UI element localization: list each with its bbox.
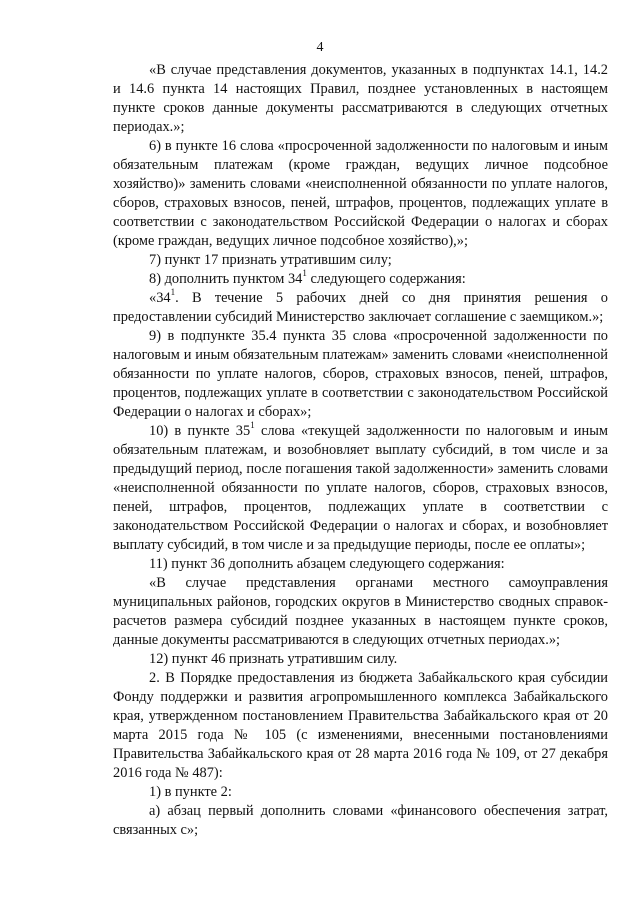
document-text [113,61,608,840]
paragraph [113,251,608,270]
paragraph [113,783,608,802]
paragraph [113,574,608,650]
paragraph-text: 8) дополнить пунктом 34 [149,271,303,287]
paragraph [113,650,608,669]
superscript: 1 [302,268,307,279]
paragraph [113,137,608,251]
paragraph-text: следующего содержания: [306,271,466,287]
paragraph-text: 11) пункт 36 дополнить абзацем следующего содержания: [149,556,505,572]
paragraph-text: 12) пункт 46 признать утратившим силу. [149,651,398,667]
paragraph [113,802,608,840]
paragraph-text: 7) пункт 17 признать утратившим силу; [149,252,392,268]
paragraph-text: «В случае представления документов, указанных в подпунктах 14.1, 14.2 и 14.6 пункта 14 настоящих Правил, позднее установленных в настоящем пункте сроков данные документы рассматриваются в следующих отчетных периодах.»; [113,62,608,135]
paragraph-text: слова «текущей задолженности по налоговым и иным обязательным платежам, и возобновляет выплату субсидий, в том числе и за предыдущий период, после погашения такой задолженности» заменить словами «неисполненной обязанности по уплате налогов, сборов, страховых взносов, пеней, штрафов, процентов, подлежащих уплате в соответствии с законодательством Российской Федерации о налогах и сборах, и возобновляет выплату субсидий, в том числе и за предыдущие периоды, после ее оплаты»; [113,423,608,553]
paragraph [113,270,608,289]
paragraph-text: 1) в пункте 2: [149,784,232,800]
paragraph-text: 6) в пункте 16 слова «просроченной задолженности по налоговым и иным обязательным платежам (кроме граждан, ведущих личное подсобное хозяйство)» заменить словами «неисполненной обязанности по уплате налогов, сборов, страховых взносов, пеней, штрафов, процентов, подлежащих уплате в соответствии с законодательством Российской Федерации о налогах и сборах (кроме граждан, ведущих личное подсобное хозяйство),»; [113,138,608,249]
paragraph [113,61,608,137]
paragraph-text: . В течение 5 рабочих дней со дня принятия решения о предоставлении субсидий Министерство заключает соглашение с заемщиком.»; [113,290,608,325]
paragraph [113,555,608,574]
paragraph [113,422,608,555]
paragraph-text: «В случае представления органами местного самоуправления муниципальных районов, городских округов в Министерство сводных справок-расчетов размера субсидий позднее указанных в настоящем пункте сроков, данные документы рассматриваются в следующих отчетных периодах.»; [113,575,608,648]
paragraph-text: 2. В Порядке предоставления из бюджета Забайкальского края субсидии Фонду поддержки и развития агропромышленного комплекса Забайкальского края, утвержденном постановлением Правительства Забайкальского края от 20 марта 2015 года № 105 (с изменениями, внесенными постановлениями Правительства Забайкальского края от 28 марта 2016 года № 109, от 27 декабря 2016 года № 487): [113,670,608,781]
paragraph [113,289,608,327]
superscript: 1 [170,287,176,298]
paragraph-text: а) абзац первый дополнить словами «финансового обеспечения затрат, связанных с»; [113,803,608,838]
paragraph [113,327,608,422]
paragraph-text: 9) в подпункте 35.4 пункта 35 слова «просроченной задолженности по налоговым и иным обязательным платежам» заменить словами «неисполненной обязанности по уплате налогов, сборов, страховых взносов, пеней, штрафов, процентов, подлежащих уплате в соответствии с законодательством Российской Федерации о налогах и сборах»; [113,328,608,420]
paragraph-text: 10) в пункте 35 [149,423,251,439]
paragraph [113,669,608,783]
superscript: 1 [250,420,255,431]
page-number: 4 [316,40,324,55]
paragraph-text: «34 [149,290,171,306]
